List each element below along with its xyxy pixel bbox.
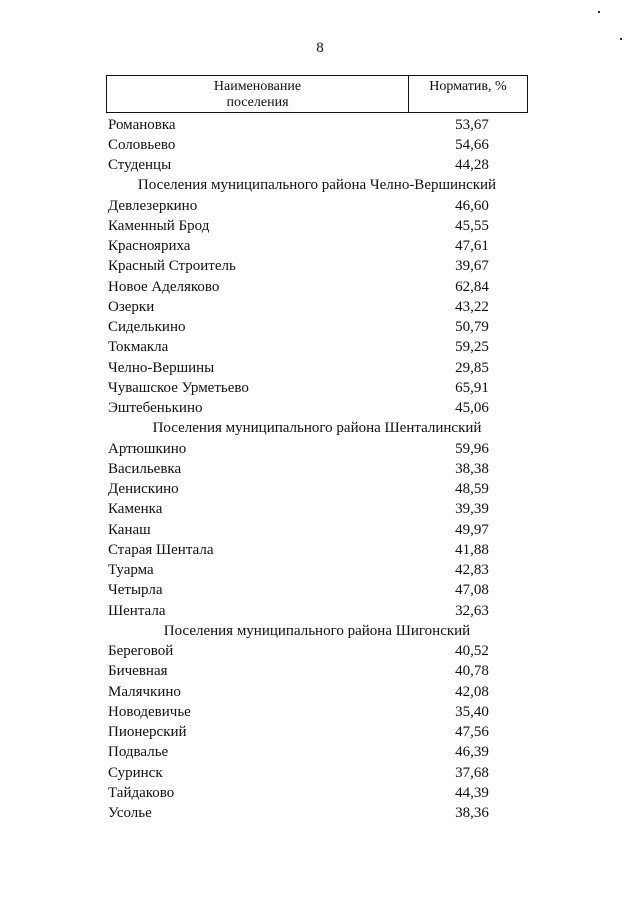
norm-value: 59,96 bbox=[455, 440, 489, 457]
settlement-name: Озерки bbox=[108, 298, 155, 315]
table-row bbox=[106, 318, 528, 338]
norm-value: 65,91 bbox=[455, 379, 489, 396]
settlement-name: Васильевка bbox=[108, 460, 182, 477]
table-row bbox=[106, 743, 528, 763]
scan-speck bbox=[620, 38, 622, 40]
scan-speck bbox=[598, 11, 600, 13]
table-row bbox=[106, 804, 528, 824]
table-row bbox=[106, 257, 528, 277]
norm-value: 40,52 bbox=[455, 643, 489, 660]
page-number: 8 bbox=[316, 40, 324, 56]
norm-value: 53,67 bbox=[455, 116, 489, 133]
norm-value: 49,97 bbox=[455, 521, 489, 538]
table-row bbox=[106, 682, 528, 702]
table-row bbox=[106, 156, 528, 176]
settlement-name: Денискино bbox=[108, 481, 179, 498]
norm-value: 37,68 bbox=[455, 764, 489, 781]
norm-value: 29,85 bbox=[455, 359, 489, 376]
header-settlement-name bbox=[107, 76, 409, 112]
table-row bbox=[106, 459, 528, 479]
settlement-name: Тайдаково bbox=[108, 784, 175, 801]
settlement-name: Романовка bbox=[108, 116, 176, 133]
header-name-line1: Наименование bbox=[213, 79, 302, 94]
norm-value: 42,08 bbox=[455, 683, 489, 700]
table-row bbox=[106, 277, 528, 297]
norm-value: 47,61 bbox=[455, 238, 489, 255]
section-heading: Поселения муниципального района Шенталинский bbox=[152, 420, 482, 437]
norm-value: 46,39 bbox=[455, 744, 489, 761]
table-row bbox=[106, 338, 528, 358]
table-row bbox=[106, 723, 528, 743]
table-row bbox=[106, 783, 528, 803]
norm-value: 40,78 bbox=[455, 663, 489, 680]
norm-value: 62,84 bbox=[455, 278, 489, 295]
table-row bbox=[106, 439, 528, 459]
settlement-name: Сиделькино bbox=[108, 319, 186, 336]
settlement-name: Пионерский bbox=[108, 724, 187, 741]
table-row bbox=[106, 480, 528, 500]
table-row bbox=[106, 581, 528, 601]
settlement-name: Туарма bbox=[108, 562, 154, 579]
section-heading: Поселения муниципального района Челно-Вершинский bbox=[137, 177, 497, 194]
table-row bbox=[106, 196, 528, 216]
settlement-name: Старая Шентала bbox=[108, 541, 214, 558]
norm-value: 44,39 bbox=[455, 784, 489, 801]
settlement-name: Соловьево bbox=[108, 136, 176, 153]
norm-value: 42,83 bbox=[455, 562, 489, 579]
norms-table bbox=[106, 75, 528, 824]
table-row bbox=[106, 642, 528, 662]
settlement-name: Каменный Брод bbox=[108, 217, 210, 234]
settlement-name: Малячкино bbox=[108, 683, 181, 700]
settlement-name: Челно-Вершины bbox=[108, 359, 215, 376]
table-row bbox=[106, 115, 528, 135]
section-heading: Поселения муниципального района Шигонский bbox=[163, 622, 471, 639]
table-row bbox=[106, 662, 528, 682]
settlement-name: Эштебенькино bbox=[108, 400, 203, 417]
settlement-name: Подвалье bbox=[108, 744, 169, 761]
norm-value: 38,36 bbox=[455, 805, 489, 822]
settlement-name: Новое Аделяково bbox=[108, 278, 220, 295]
norm-value: 39,67 bbox=[455, 258, 489, 275]
settlement-name: Девлезеркино bbox=[108, 197, 198, 214]
settlement-name: Шентала bbox=[108, 602, 166, 619]
settlement-name: Четырла bbox=[108, 582, 163, 599]
norm-value: 54,66 bbox=[455, 136, 489, 153]
settlement-name: Бичевная bbox=[108, 663, 168, 680]
norm-value: 48,59 bbox=[455, 481, 489, 498]
norm-value: 32,63 bbox=[455, 602, 489, 619]
header-norm-percent: Норматив, % bbox=[429, 79, 507, 94]
header-name-line2: поселения bbox=[226, 95, 289, 110]
norm-value: 35,40 bbox=[455, 703, 489, 720]
table-row bbox=[106, 601, 528, 621]
norm-value: 59,25 bbox=[455, 339, 489, 356]
norm-value: 39,39 bbox=[455, 501, 489, 518]
table-row bbox=[106, 763, 528, 783]
table-header bbox=[106, 75, 528, 113]
table-row bbox=[106, 358, 528, 378]
table-row bbox=[106, 135, 528, 155]
settlement-name: Новодевичье bbox=[108, 703, 191, 720]
settlement-name: Суринск bbox=[108, 764, 163, 781]
table-row bbox=[106, 702, 528, 722]
norm-value: 47,56 bbox=[455, 724, 489, 741]
settlement-name: Канаш bbox=[108, 521, 151, 538]
norm-value: 45,06 bbox=[455, 400, 489, 417]
norm-value: 45,55 bbox=[455, 217, 489, 234]
table-row bbox=[106, 500, 528, 520]
settlement-name: Краснояриха bbox=[108, 238, 191, 255]
settlement-name: Каменка bbox=[108, 501, 163, 518]
table-body bbox=[106, 113, 528, 824]
norm-value: 44,28 bbox=[455, 157, 489, 174]
settlement-name: Токмакла bbox=[108, 339, 169, 356]
settlement-name: Студенцы bbox=[108, 157, 172, 174]
settlement-name: Артюшкино bbox=[108, 440, 187, 457]
norm-value: 41,88 bbox=[455, 541, 489, 558]
settlement-name: Береговой bbox=[108, 643, 174, 660]
norm-value: 46,60 bbox=[455, 197, 489, 214]
settlement-name: Чувашское Урметьево bbox=[108, 379, 249, 396]
settlement-name: Усолье bbox=[108, 805, 152, 822]
table-row bbox=[106, 216, 528, 236]
table-row bbox=[106, 520, 528, 540]
norm-value: 38,38 bbox=[455, 460, 489, 477]
table-row bbox=[106, 399, 528, 419]
norm-value: 50,79 bbox=[455, 319, 489, 336]
table-row bbox=[106, 297, 528, 317]
norm-value: 47,08 bbox=[455, 582, 489, 599]
table-row bbox=[106, 561, 528, 581]
norm-value: 43,22 bbox=[455, 298, 489, 315]
table-row bbox=[106, 378, 528, 398]
settlement-name: Красный Строитель bbox=[108, 258, 236, 275]
table-row bbox=[106, 237, 528, 257]
table-row bbox=[106, 540, 528, 560]
